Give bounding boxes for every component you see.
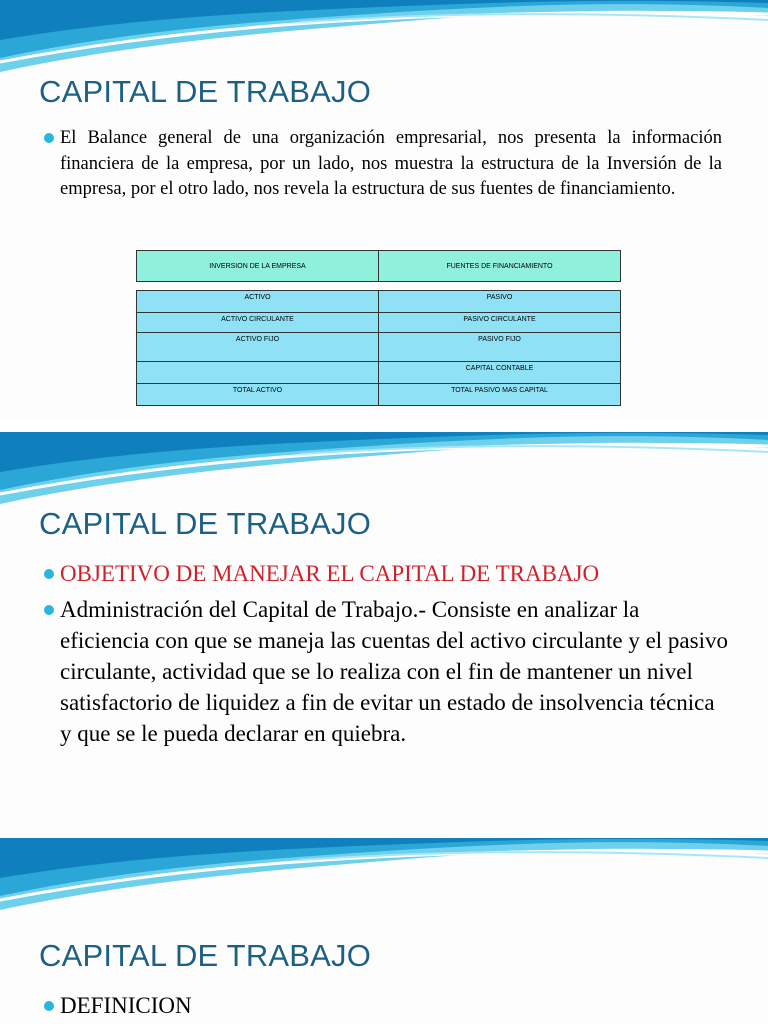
paragraph: El Balance general de una organización empresarial, nos presenta la información financiera de la empresa, por un lado, nos muestra la estructura de la Inversión de la empresa, por el otro lado, nos revela la estructura de sus fuentes de financiamiento. xyxy=(60,128,722,199)
header-cell-inversion: INVERSION DE LA EMPRESA xyxy=(137,251,379,282)
bullet-item xyxy=(44,560,599,588)
objective-heading: OBJETIVO DE MANEJAR EL CAPITAL DE TRABAJO xyxy=(60,561,600,586)
wave-decoration xyxy=(0,432,768,512)
slide-title: CAPITAL DE TRABAJO xyxy=(39,938,372,973)
table-cell: TOTAL ACTIVO xyxy=(137,384,379,406)
table-cell: PASIVO FIJO xyxy=(379,333,621,362)
header-table xyxy=(136,250,621,282)
table-row xyxy=(137,362,621,384)
definition-heading: DEFINICION xyxy=(60,993,192,1018)
table-cell: ACTIVO xyxy=(137,291,379,313)
table-row xyxy=(137,333,621,362)
slide-title: CAPITAL DE TRABAJO xyxy=(39,506,372,541)
bullet-item xyxy=(44,126,722,203)
bullet-dot-icon xyxy=(44,133,54,143)
table-cell: PASIVO CIRCULANTE xyxy=(379,313,621,333)
slide-3 xyxy=(0,838,768,1024)
wave-decoration xyxy=(0,0,768,80)
bullet-dot-icon xyxy=(44,605,54,615)
slide-2 xyxy=(0,432,768,832)
table-row xyxy=(137,384,621,406)
table-row xyxy=(137,291,621,313)
balance-table xyxy=(136,290,621,406)
table-row xyxy=(137,313,621,333)
slide-1 xyxy=(0,0,768,420)
bullet-dot-icon xyxy=(44,1001,54,1011)
wave-decoration xyxy=(0,838,768,918)
paragraph: Administración del Capital de Trabajo.- Consiste en analizar la eficiencia con que se maneja las cuentas del activo circulante y el pasivo circulante, actividad que se lo realiza con el fin de mantener un nivel satisfactorio de liquidez a fin de evitar un estado de insolvencia técnica y que se le pueda declarar en quiebra. xyxy=(60,597,728,746)
slide-gap xyxy=(0,420,768,432)
bullet-dot-icon xyxy=(44,569,54,579)
table-cell xyxy=(137,362,379,384)
bullet-item xyxy=(44,594,730,749)
table-cell: PASIVO xyxy=(379,291,621,313)
table-cell: ACTIVO FIJO xyxy=(137,333,379,362)
slide-title: CAPITAL DE TRABAJO xyxy=(39,74,372,109)
table-cell: TOTAL PASIVO MAS CAPITAL xyxy=(379,384,621,406)
header-cell-fuentes: FUENTES DE FINANCIAMIENTO xyxy=(379,251,621,282)
table-cell: ACTIVO CIRCULANTE xyxy=(137,313,379,333)
table-cell: CAPITAL CONTABLE xyxy=(379,362,621,384)
bullet-item xyxy=(44,992,192,1020)
